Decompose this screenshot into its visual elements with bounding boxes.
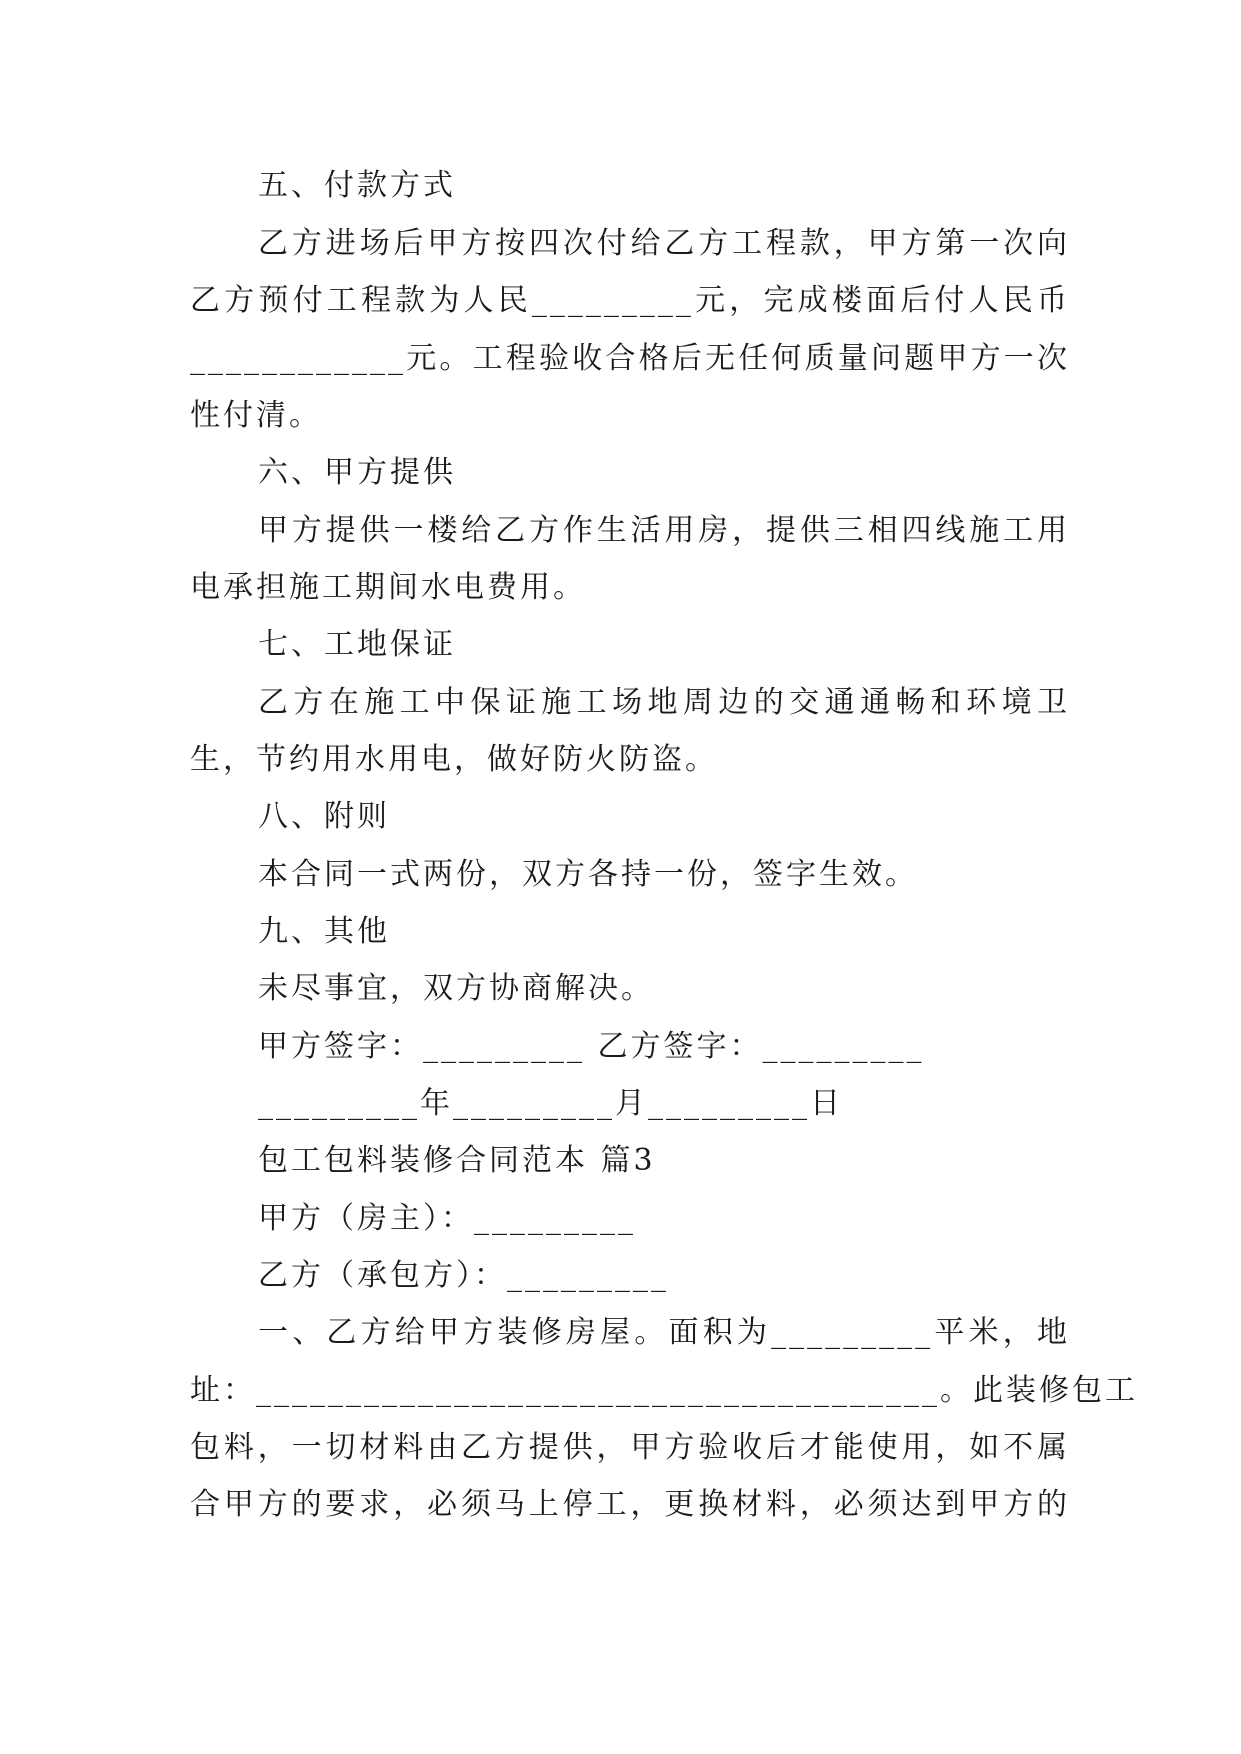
paragraph-line: 乙方预付工程款为人民_________元，完成楼面后付人民币 <box>190 283 1070 318</box>
paragraph-line: 性付清。 <box>190 398 322 433</box>
paragraph-line: 乙方在施工中保证施工场地周边的交通通畅和环境卫 <box>258 685 1070 720</box>
party-a-line: 甲方（房主）：_________ <box>258 1201 636 1236</box>
paragraph-line: 电承担施工期间水电费用。 <box>190 570 586 605</box>
paragraph-line: 包料，一切材料由乙方提供，甲方验收后才能使用，如不属 <box>190 1430 1070 1465</box>
signature-line: 甲方签字：_________ 乙方签字：_________ <box>258 1029 925 1064</box>
paragraph-line: 未尽事宜，双方协商解决。 <box>258 971 654 1006</box>
section-heading-supplementary: 八、附则 <box>258 799 390 834</box>
paragraph-line: 甲方提供一楼给乙方作生活用房，提供三相四线施工用 <box>258 513 1070 548</box>
paragraph-line: 一、乙方给甲方装修房屋。面积为_________平米，地 <box>258 1315 1070 1350</box>
section-heading-other: 九、其他 <box>258 914 390 949</box>
section-heading-site-guarantee: 七、工地保证 <box>258 627 456 662</box>
paragraph-line: 乙方进场后甲方按四次付给乙方工程款，甲方第一次向 <box>258 226 1070 261</box>
section-heading-payment: 五、付款方式 <box>258 168 456 203</box>
paragraph-line: ____________元。工程验收合格后无任何质量问题甲方一次 <box>190 341 1070 376</box>
paragraph-line: 址：______________________________________。此装修包工 <box>190 1373 1138 1408</box>
paragraph-line: 生，节约用水用电，做好防火防盗。 <box>190 742 718 777</box>
date-line: _________年_________月_________日 <box>258 1086 843 1121</box>
section-heading-party-a-provides: 六、甲方提供 <box>258 455 456 490</box>
paragraph-line: 本合同一式两份，双方各持一份，签字生效。 <box>258 857 918 892</box>
party-b-line: 乙方（承包方）：_________ <box>258 1258 669 1293</box>
paragraph-line: 合甲方的要求，必须马上停工，更换材料，必须达到甲方的 <box>190 1487 1070 1522</box>
contract-title: 包工包料装修合同范本 篇3 <box>258 1143 656 1178</box>
